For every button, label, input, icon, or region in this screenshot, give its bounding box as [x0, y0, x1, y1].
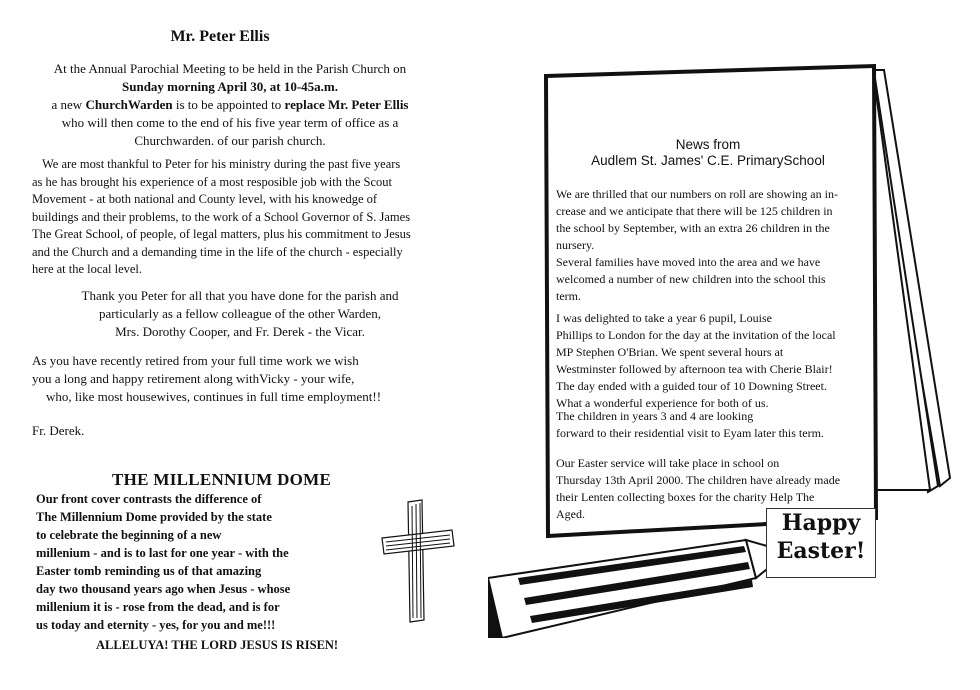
- news-line: Phillips to London for the day at the invitation of the local: [556, 328, 836, 342]
- thanks-line: and the Church and a demanding time in the life of the church - especially: [32, 244, 403, 259]
- dome-line: day two thousand years ago when Jesus - whose: [36, 582, 291, 596]
- news-heading: [548, 137, 868, 169]
- thanks-line: Movement - at both national and County level, with his knowedge of: [32, 192, 378, 206]
- dome-line: millenium - and is to last for one year - with the: [36, 546, 289, 560]
- news-paragraph-1: [556, 186, 864, 305]
- meeting-line-3b: ChurchWarden: [85, 97, 173, 112]
- news-line: MP Stephen O'Brian. We spent several hours at: [556, 345, 784, 359]
- dome-line: millenium it is - rose from the dead, and is for: [36, 600, 280, 614]
- meeting-line-3d: replace Mr. Peter Ellis: [284, 97, 409, 112]
- meeting-line-2: Sunday morning April 30, at 10-45a.m.: [122, 79, 338, 94]
- meeting-line-3a: a new: [51, 97, 86, 112]
- happy-easter-badge: [766, 508, 876, 578]
- news-line: What a wonderful experience for both of us.: [556, 396, 769, 410]
- news-line: The day ended with a guided tour of 10 Downing Street.: [556, 379, 827, 393]
- thanks-line: The Great School, of people, of legal matters, plus his commitment to Jesus: [32, 227, 411, 241]
- retirement-line: As you have recently retired from your full time work we wish: [32, 353, 359, 368]
- news-paragraph-2: [556, 310, 864, 412]
- alleluya-line: ALLELUYA! THE LORD JESUS IS RISEN!: [96, 638, 339, 652]
- page-heading: Mr. Peter Ellis: [170, 28, 270, 45]
- thanks-line: here at the local level.: [32, 262, 143, 276]
- news-heading-line-1: News from: [675, 137, 741, 152]
- news-line: We are thrilled that our numbers on roll are showing an in-: [556, 187, 838, 201]
- news-line: forward to their residential visit to Eyam later this term.: [556, 426, 824, 440]
- thankyou-line: particularly as a fellow colleague of the other Warden,: [98, 306, 382, 321]
- meeting-line-5: Churchwarden. of our parish church.: [134, 133, 326, 148]
- meeting-line-3c: is to be appointed to: [172, 97, 285, 112]
- dome-line: The Millennium Dome provided by the state: [36, 510, 272, 524]
- news-paragraph-3: [556, 408, 864, 442]
- news-line: the school by September, with an extra 26 children in the: [556, 221, 830, 235]
- cross-icon: [378, 498, 456, 626]
- thanks-paragraph: [32, 156, 442, 279]
- dome-title: THE MILLENNIUM DOME: [112, 470, 332, 489]
- news-heading-line-2: Audlem St. James' C.E. PrimarySchool: [591, 153, 825, 168]
- news-line: crease and we anticipate that there will be 125 children in: [556, 204, 833, 218]
- news-line: welcomed a number of new children into the school this: [556, 272, 826, 286]
- signature: Fr. Derek.: [32, 423, 85, 438]
- thanks-line: buildings and their problems, to the work of a School Governor of S. James: [32, 209, 411, 224]
- meeting-paragraph: [20, 60, 440, 150]
- thankyou-line: Thank you Peter for all that you have done for the parish and: [81, 288, 399, 303]
- pencil-icon: [488, 540, 788, 638]
- news-line: I was delighted to take a year 6 pupil, Louise: [556, 311, 772, 325]
- meeting-line-4: who will then come to the end of his five year term of office as a: [61, 115, 399, 130]
- thankyou-line: Mrs. Dorothy Cooper, and Fr. Derek - the Vicar.: [115, 324, 365, 339]
- retirement-line: you a long and happy retirement along withVicky - your wife,: [32, 371, 355, 386]
- dome-line: to celebrate the beginning of a new: [36, 528, 222, 542]
- news-line: Aged.: [556, 507, 585, 521]
- dome-paragraph: [36, 490, 386, 634]
- news-line: nursery.: [556, 238, 595, 252]
- news-line: Thursday 13th April 2000. The children have already made: [556, 473, 841, 487]
- news-line: term.: [556, 289, 581, 303]
- news-line: Several families have moved into the area and we have: [556, 255, 821, 269]
- news-line: their Lenten collecting boxes for the charity Help The: [556, 490, 815, 504]
- meeting-line-1: At the Annual Parochial Meeting to be held in the Parish Church on: [53, 61, 407, 76]
- thanks-line: as he has brought his experience of a most resposible job with the Scout: [32, 174, 392, 189]
- happy-text: Happy: [781, 510, 861, 536]
- dome-line: Our front cover contrasts the difference of: [36, 492, 262, 506]
- dome-line: us today and eternity - yes, for you and me!!!: [36, 618, 276, 632]
- retirement-line: who, like most housewives, continues in full time employment!!: [46, 389, 382, 404]
- news-line: The children in years 3 and 4 are looking: [556, 409, 754, 423]
- thankyou-paragraph: [20, 287, 460, 341]
- easter-text: Easter!: [776, 538, 866, 564]
- news-line: Our Easter service will take place in school on: [556, 456, 780, 470]
- dome-line: Easter tomb reminding us of that amazing: [36, 564, 262, 578]
- retirement-paragraph: [32, 352, 442, 406]
- thanks-line: We are most thankful to Peter for his ministry during the past five years: [42, 157, 401, 171]
- news-line: Westminster followed by afternoon tea with Cherie Blair!: [556, 362, 833, 376]
